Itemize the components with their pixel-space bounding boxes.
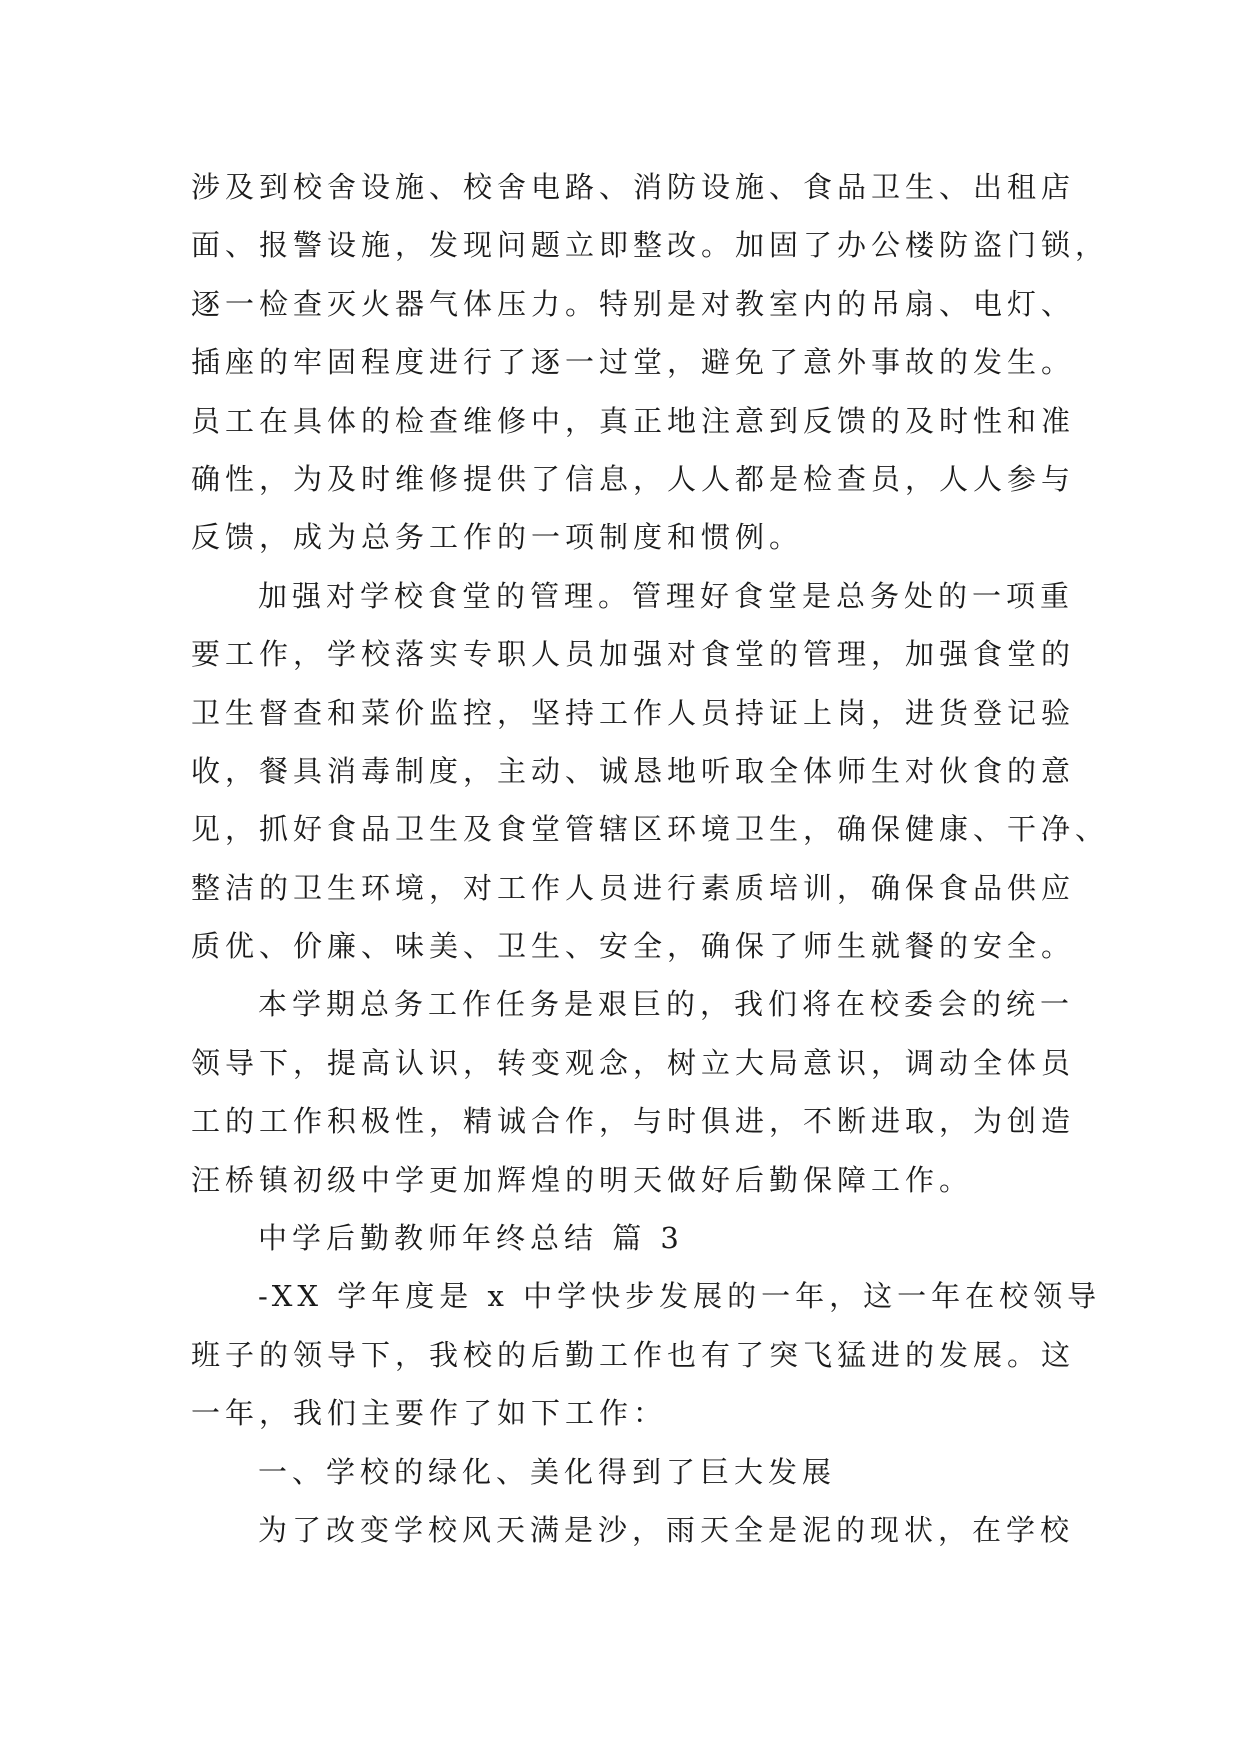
paragraph-start-line: 加强对学校食堂的管理。管理好食堂是总务处的一项重 bbox=[258, 578, 1075, 613]
text-line: 领导下，提高认识，转变观念，树立大局意识，调动全体员 bbox=[191, 1045, 1076, 1080]
text-line: 涉及到校舍设施、校舍电路、消防设施、食品卫生、出租店 bbox=[191, 170, 1076, 204]
text-line: 插座的牢固程度进行了逐一过堂，避免了意外事故的发生。 bbox=[191, 345, 1076, 380]
paragraph-start-line: -XX 学年度是 x 中学快步发展的一年，这一年在校领导 bbox=[258, 1279, 1102, 1314]
document-body bbox=[191, 158, 1110, 1559]
text-line: 逐一检查灭火器气体压力。特别是对教室内的吊扇、电灯、 bbox=[191, 286, 1076, 321]
text-line: 一年，我们主要作了如下工作： bbox=[191, 1396, 668, 1431]
text-line: 要工作，学校落实专职人员加强对食堂的管理，加强食堂的 bbox=[191, 637, 1076, 672]
text-line: 员工在具体的检查维修中，真正地注意到反馈的及时性和准 bbox=[191, 403, 1076, 438]
text-line: 质优、价廉、味美、卫生、安全，确保了师生就餐的安全。 bbox=[191, 929, 1076, 964]
text-line: 收，餐具消毒制度，主动、诚恳地听取全体师生对伙食的意 bbox=[191, 753, 1076, 788]
subsection-heading: 一、学校的绿化、美化得到了巨大发展 bbox=[258, 1454, 837, 1489]
text-line: 整洁的卫生环境，对工作人员进行素质培训，确保食品供应 bbox=[191, 870, 1076, 905]
text-line: 卫生督查和菜价监控，坚持工作人员持证上岗，进货登记验 bbox=[191, 695, 1076, 730]
text-line: 工的工作积极性，精诚合作，与时俱进，不断进取，为创造 bbox=[191, 1104, 1076, 1139]
text-line: 汪桥镇初级中学更加辉煌的明天做好后勤保障工作。 bbox=[191, 1162, 974, 1197]
text-line: 见，抓好食品卫生及食堂管辖区环境卫生，确保健康、干净、 bbox=[191, 812, 1110, 847]
text-line: 反馈，成为总务工作的一项制度和惯例。 bbox=[191, 520, 804, 555]
text-line: 确性，为及时维修提供了信息，人人都是检查员，人人参与 bbox=[191, 461, 1076, 496]
text-line: 班子的领导下，我校的后勤工作也有了突飞猛进的发展。这 bbox=[191, 1337, 1076, 1372]
paragraph-start-line: 本学期总务工作任务是艰巨的，我们将在校委会的统一 bbox=[258, 987, 1075, 1022]
text-line: 面、报警设施，发现问题立即整改。加固了办公楼防盗门锁， bbox=[191, 228, 1110, 263]
paragraph-start-line: 为了改变学校风天满是沙，雨天全是泥的现状，在学校 bbox=[258, 1512, 1075, 1547]
section-heading: 中学后勤教师年终总结 篇 3 bbox=[258, 1221, 684, 1256]
